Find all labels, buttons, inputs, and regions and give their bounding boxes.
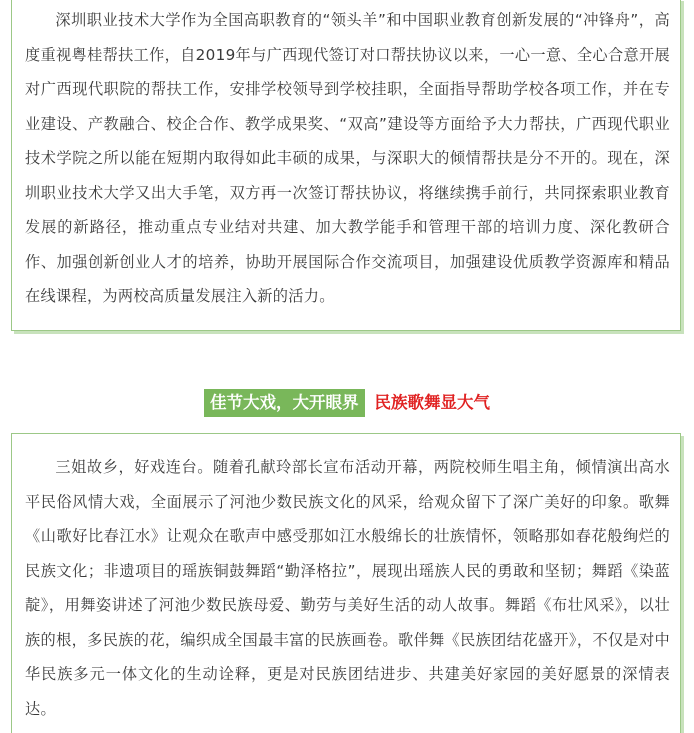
text-card-2 bbox=[11, 433, 681, 733]
paragraph-partnership: 深圳职业技术大学作为全国高职教育的“领头羊”和中国职业教育创新发展的“冲锋舟”，高度重视粤桂帮扶工作，自2019年与广西现代签订对口帮扶协议以来，一心一意、全心合意开展对广西现代职院的帮扶工作，安排学校领导到学校挂职，全面指导帮助学校各项工作，并在专业建设、产教融合、校企合作、教学成果奖、“双高”建设等方面给予大力帮扶，广西现代职业技术学院之所以能在短期内取得如此丰硕的成果，与深职大的倾情帮扶是分不开的。现在，深圳职业技术大学又出大手笔，双方再一次签订帮扶协议，将继续携手前行，共同探索职业教育发展的新路径，推动重点专业结对共建、加大教学能手和管理干部的培训力度、深化教研合作、加强创新创业人才的培养，协助开展国际合作交流项目，加强建设优质教学资源库和精品在线课程，为两校高质量发展注入新的活力。 bbox=[25, 11, 670, 305]
heading-badge: 佳节大戏，大开眼界 bbox=[204, 389, 365, 417]
paragraph-performance: 三姐故乡，好戏连台。随着孔献玲部长宣布活动开幕，两院校师生唱主角，倾情演出高水平民俗风情大戏，全面展示了河池少数民族文化的风采，给观众留下了深广美好的印象。歌舞《山歌好比春江水》让观众在歌声中感受那如江水般绵长的壮族情怀，领略那如春花般绚烂的民族文化；非遗项目的瑶族铜鼓舞蹈“勤泽格拉”，展现出瑶族人民的勇敢和坚韧；舞蹈《染蓝靛》，用舞姿讲述了河池少数民族母爱、勤劳与美好生活的动人故事。舞蹈《布壮风采》，以壮族的根，多民族的花，编织成全国最丰富的民族画卷。歌伴舞《民族团结花盛开》，不仅是对中华民族多元一体文化的生动诠释，更是对民族团结进步、共建美好家园的美好愿景的深情表达。 bbox=[25, 458, 670, 718]
section-heading bbox=[0, 389, 694, 417]
heading-subtitle: 民族歌舞显大气 bbox=[374, 393, 490, 412]
text-card-1 bbox=[11, 0, 681, 331]
